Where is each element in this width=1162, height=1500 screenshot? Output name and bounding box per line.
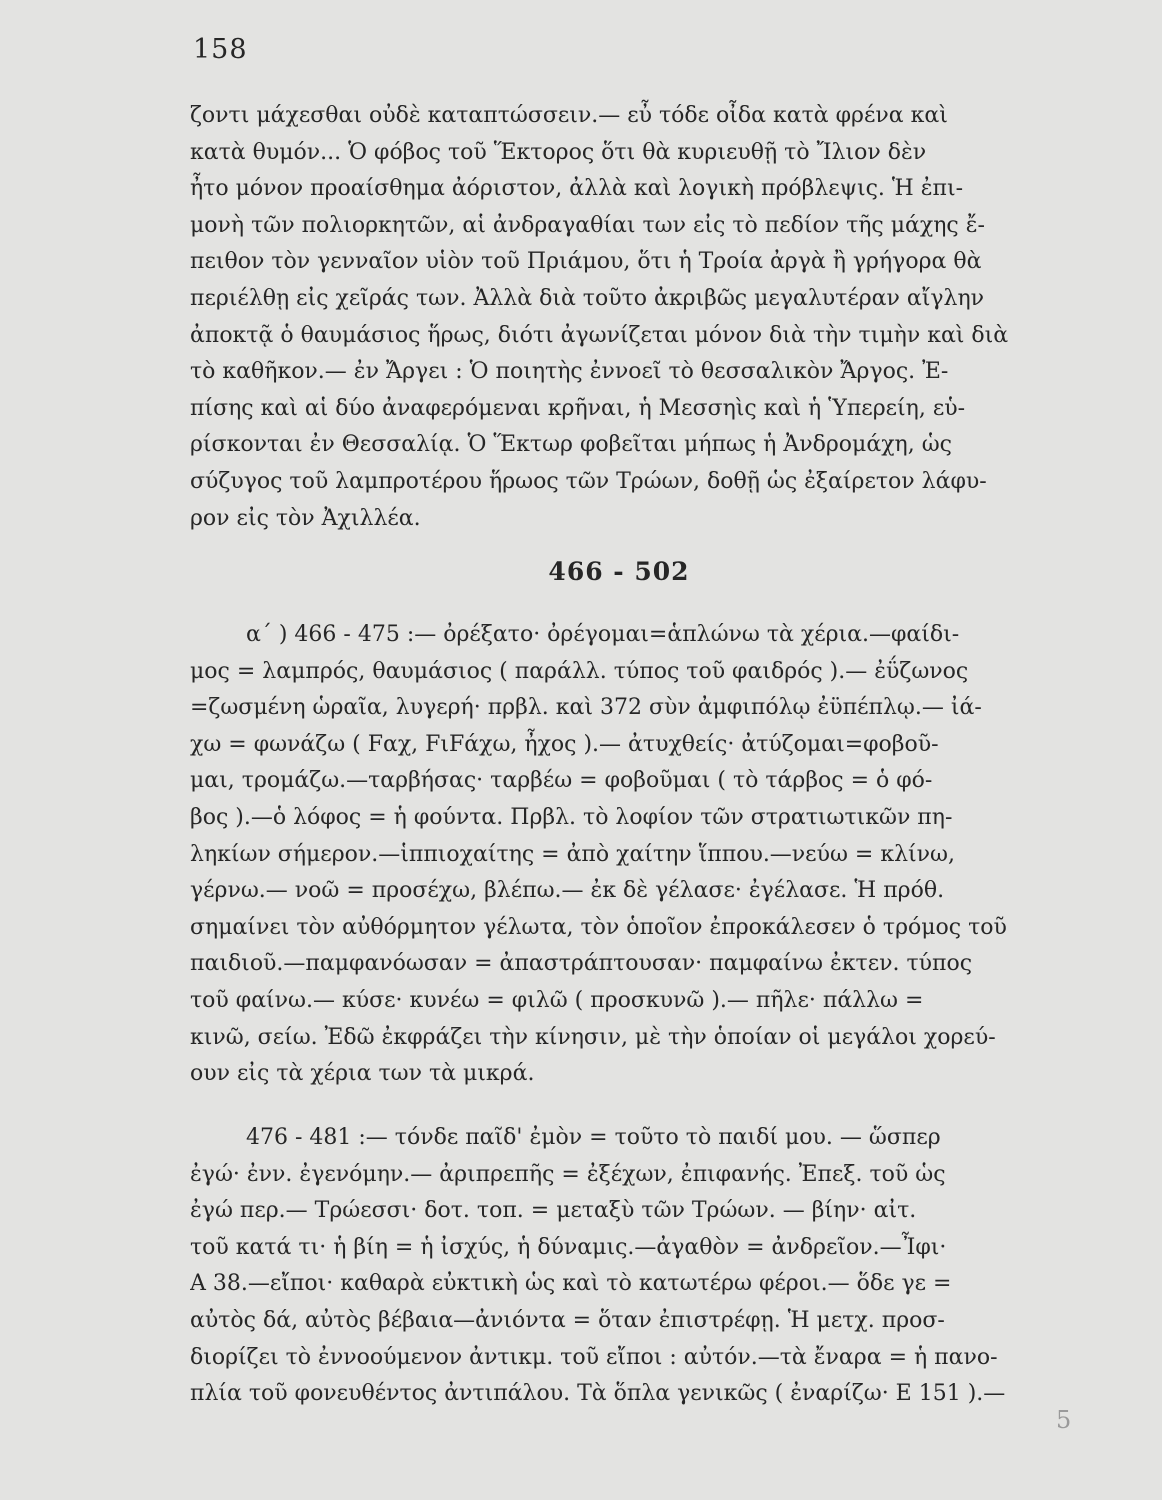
text-line: τὸ καθῆκον.— ἐν Ἄργει : Ὁ ποιητὴς ἐννοεῖ τὸ θεσσαλικὸν Ἄργος. Ἐ-: [190, 359, 949, 385]
text-line: ρον εἰς τὸν Ἀχιλλέα.: [190, 505, 421, 531]
text-line: χω = φωνάζω ( Fαχ, FιFάχω, ἦχος ).— ἀτυχθείς· ἀτύζομαι=φοβοῦ-: [190, 731, 939, 757]
text-line: ἐγώ· ἐνν. ἐγενόμην.— ἀριπρεπῆς = ἐξέχων, ἐπιφανής. Ἐπεξ. τοῦ ὡς: [190, 1161, 946, 1187]
text-line: κατὰ θυμόν... Ὁ φόβος τοῦ Ἕκτορος ὅτι θὰ κυριευθῇ τὸ Ἴλιον δὲν: [190, 139, 927, 165]
text-line: =ζωσμένη ὡραῖα, λυγερή· πρβλ. καὶ 372 σὺν ἀμφιπόλῳ ἐϋπέπλῳ.— ἰά-: [190, 695, 982, 721]
text-line: μονὴ τῶν πολιορκητῶν, αἱ ἀνδραγαθίαι των εἰς τὸ πεδίον τῆς μάχης ἔ-: [190, 212, 985, 238]
text-line: 476 - 481 :— τόνδε παῖδ' ἐμὸν = τοῦτο τὸ παιδί μου. — ὥσπερ: [246, 1125, 941, 1150]
text-line: παιδιοῦ.—παμφανόωσαν = ἀπαστράπτουσαν· παμφαίνω ἐκτεν. τύπος: [190, 951, 973, 977]
text-line: αὐτὸς δά, αὐτὸς βέβαια—ἀνιόντα = ὅταν ἐπιστρέφῃ. Ἡ μετχ. προσ-: [190, 1307, 945, 1333]
text-line: τοῦ κατά τι· ἡ βίη = ἡ ἰσχύς, ἡ δύναμις.—ἀγαθὸν = ἀνδρεῖον.—Ἶφι·: [190, 1234, 947, 1260]
text-line: τοῦ φαίνω.— κύσε· κυνέω = φιλῶ ( προσκυνῶ ).— πῆλε· πάλλω =: [190, 987, 924, 1013]
text-line: πίσης καὶ αἱ δύο ἀναφερόμεναι κρῆναι, ἡ Μεσσηὶς καὶ ἡ Ὑπερείη, εὑ-: [190, 395, 966, 421]
text-line: γέρνω.— νοῶ = προσέχω, βλέπω.— ἐκ δὲ γέλασε· ἐγέλασε. Ἡ πρόθ.: [190, 878, 945, 904]
text-line: μαι, τρομάζω.—ταρβήσας· ταρβέω = φοβοῦμαι ( τὸ τάρβος = ὁ φό-: [190, 768, 933, 794]
text-line: ἐγώ περ.— Τρώεσσι· δοτ. τοπ. = μεταξὺ τῶν Τρώων. — βίην· αἰτ.: [190, 1198, 917, 1224]
text-line: Α 38.—εἴποι· καθαρὰ εὐκτικὴ ὡς καὶ τὸ κατωτέρω φέροι.— ὅδε γε =: [190, 1271, 952, 1297]
page-number: 158: [193, 34, 248, 65]
text-line: σημαίνει τὸν αὐθόρμητον γέλωτα, τὸν ὁποῖον ἐπροκάλεσεν ὁ τρόμος τοῦ: [190, 914, 1007, 940]
text-line: σύζυγος τοῦ λαμπροτέρου ἥρωος τῶν Τρώων, δοθῇ ὡς ἐξαίρετον λάφυ-: [190, 468, 987, 494]
text-line: πλία τοῦ φονευθέντος ἀντιπάλου. Τὰ ὅπλα γενικῶς ( ἐναρίζω· Ε 151 ).—: [190, 1381, 1006, 1407]
text-line: βος ).—ὁ λόφος = ἡ φούντα. Πρβλ. τὸ λοφίον τῶν στρατιωτικῶν πη-: [190, 804, 953, 830]
edge-mark: 5: [1056, 1406, 1072, 1434]
text-line: κινῶ, σείω. Ἐδῶ ἐκφράζει τὴν κίνησιν, μὲ τὴν ὁποίαν οἱ μεγάλοι χορεύ-: [190, 1024, 996, 1050]
commentary-block-2: [190, 617, 1052, 1093]
text-line: διορίζει τὸ ἐννοούμενον ἀντικμ. τοῦ εἴποι : αὐτόν.—τὰ ἔναρα = ἡ πανο-: [190, 1344, 998, 1370]
text-line: περιέλθῃ εἰς χεῖράς των. Ἀλλὰ διὰ τοῦτο ἀκριβῶς μεγαλυτέραν αἴγλην: [190, 285, 984, 311]
text-line: ζοντι μάχεσθαι οὐδὲ καταπτώσσειν.— εὖ τόδε οἶδα κατὰ φρένα καὶ: [190, 103, 948, 128]
section-heading: 466 - 502: [548, 557, 690, 586]
text-line: ἦτο μόνον προαίσθημα ἀόριστον, ἀλλὰ καὶ λογικὴ πρόβλεψις. Ἡ ἐπι-: [190, 176, 964, 202]
text-line: μος = λαμπρός, θαυμάσιος ( παράλλ. τύπος τοῦ φαιδρός ).— ἐΰζωνος: [190, 658, 969, 684]
text-line: ληκίων σήμερον.—ἱππιοχαίτης = ἀπὸ χαίτην ἵππου.—νεύω = κλίνω,: [190, 841, 955, 867]
text-line: α΄ ) 466 - 475 :— ὀρέξατο· ὀρέγομαι=ἁπλώνω τὰ χέρια.—φαίδι-: [246, 622, 960, 647]
commentary-block-3: [190, 1120, 1052, 1413]
text-line: ρίσκονται ἐν Θεσσαλίᾳ. Ὁ Ἕκτωρ φοβεῖται μήπως ἡ Ἀνδρομάχη, ὡς: [190, 432, 952, 458]
text-line: ουν εἰς τὰ χέρια των τὰ μικρά.: [190, 1061, 535, 1087]
text-line: πειθον τὸν γενναῖον υἱὸν τοῦ Πριάμου, ὅτι ἡ Τροία ἀργὰ ἢ γρήγορα θὰ: [190, 249, 982, 275]
commentary-block-1: [190, 98, 1052, 537]
text-line: ἀποκτᾷ ὁ θαυμάσιος ἥρως, διότι ἀγωνίζεται μόνον διὰ τὴν τιμὴν καὶ διὰ: [190, 322, 1009, 348]
